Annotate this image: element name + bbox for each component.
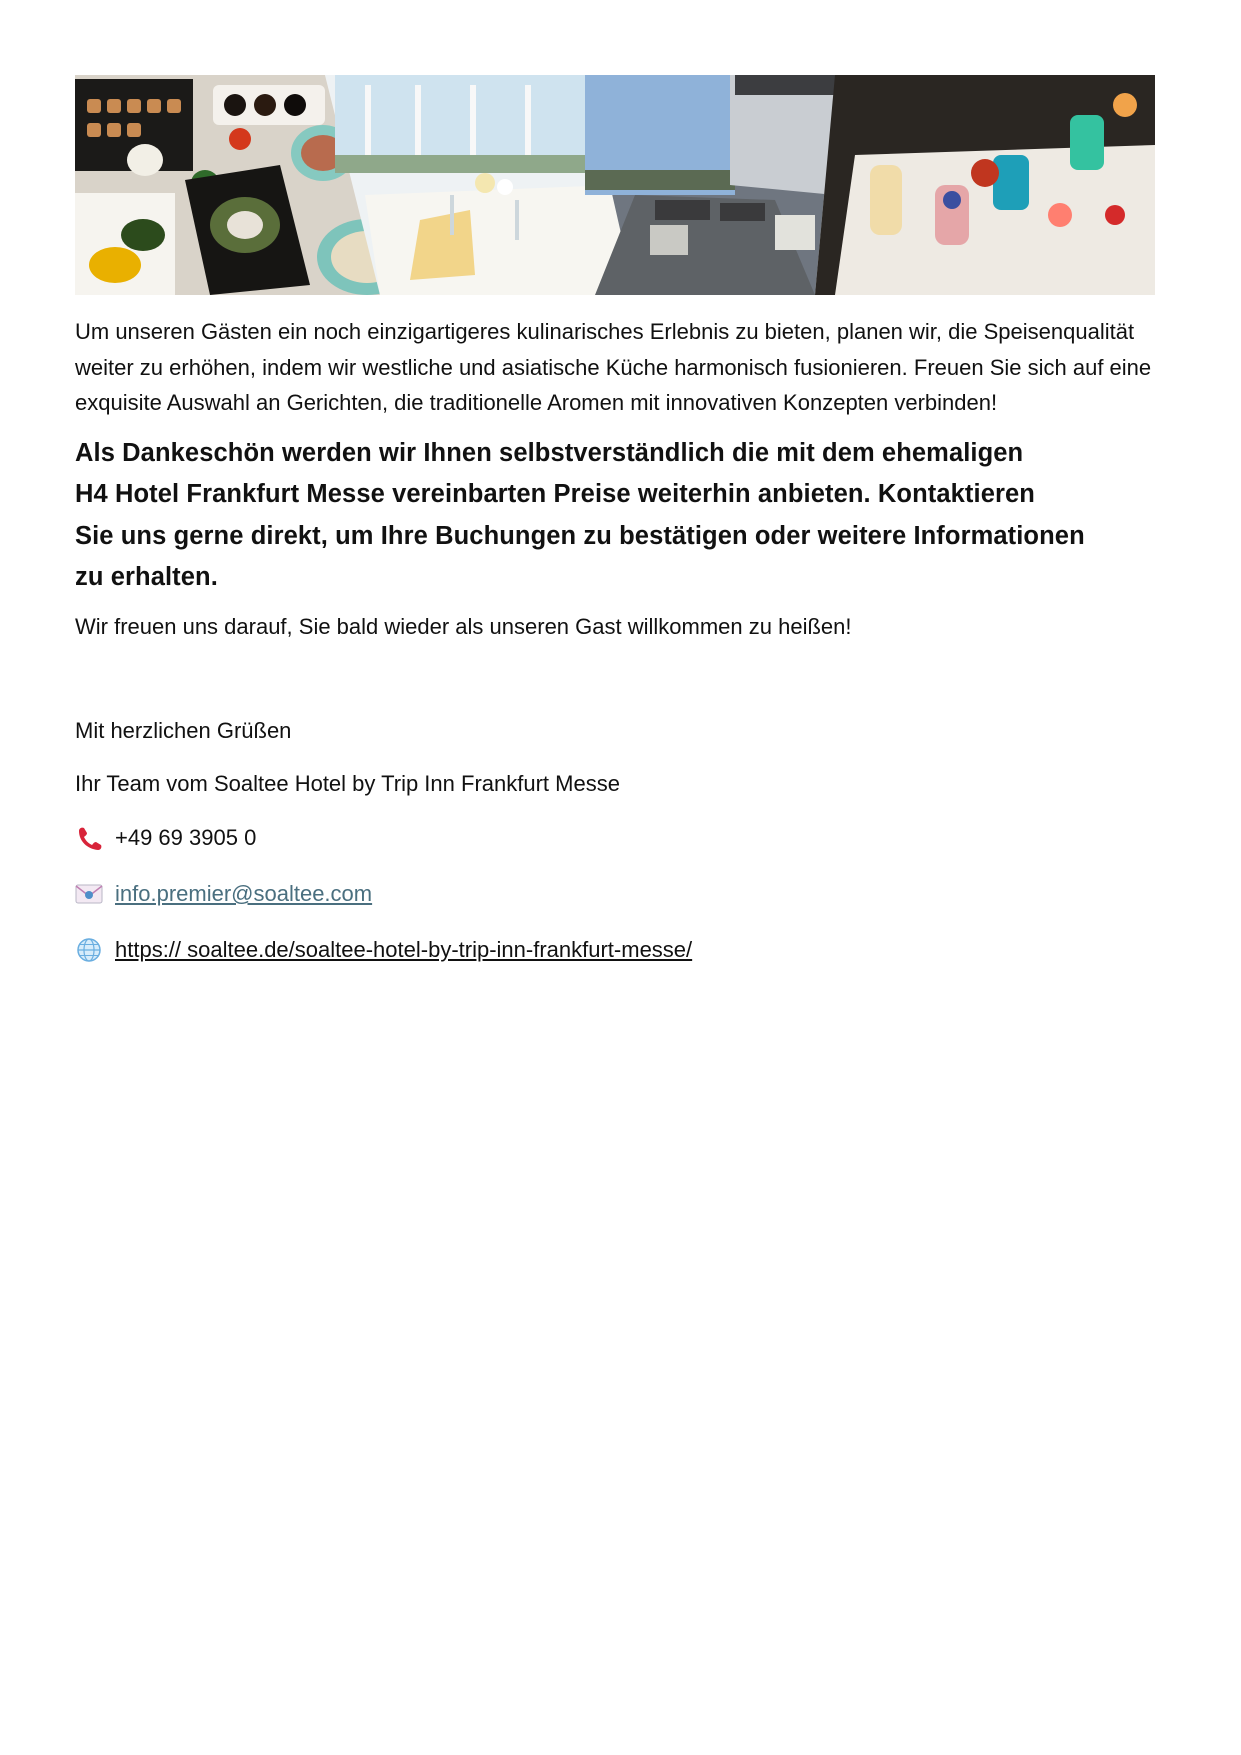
highlight-line: H4 Hotel Frankfurt Messe vereinbarten Preise weiterhin anbieten. Kontaktieren (75, 480, 1035, 508)
intro-paragraph: Um unseren Gästen ein noch einzigartigeres kulinarisches Erlebnis zu bieten, planen wir, die Speisenqualität weiter zu erhöhen, indem wir westliche und asiatische Küche harmonisch fusionieren. Freuen Sie sich auf eine exquisite Auswahl an Gerichten, die traditionelle Aromen mit innovativen Konzepten verbinden! (75, 319, 1152, 415)
website-contact (75, 932, 1170, 968)
envelope-icon (75, 880, 103, 908)
email-contact (75, 876, 1170, 912)
phone-contact (75, 820, 1170, 856)
hotel-banner-image (75, 75, 1155, 295)
highlight-line: zu erhalten. (75, 563, 218, 591)
closing-greeting: Mit herzlichen Grüßen (75, 718, 292, 743)
price-highlight-paragraph (75, 433, 1170, 599)
team-signature: Ihr Team vom Soaltee Hotel by Trip Inn Frankfurt Messe (75, 770, 620, 796)
highlight-line: Als Dankeschön werden wir Ihnen selbstverständlich die mit dem ehemaligen (75, 438, 1024, 467)
terrace-photo (585, 75, 835, 295)
document-page (75, 75, 1170, 968)
highlight-line: Sie uns gerne direkt, um Ihre Buchungen zu bestätigen oder weitere Informationen (75, 521, 1085, 550)
phone-number[interactable]: +49 69 3905 0 (115, 825, 257, 850)
welcome-paragraph: Wir freuen uns darauf, Sie bald wieder als unseren Gast willkommen zu heißen! (75, 613, 852, 639)
cocktails-photo (815, 75, 1155, 295)
telephone-icon (75, 824, 103, 852)
email-link[interactable]: info.premier@soaltee.com (115, 881, 373, 906)
website-link[interactable]: https:// soaltee.de/soaltee-hotel-by-trip-inn-frankfurt-messe/ (115, 937, 693, 962)
globe-icon (75, 936, 103, 964)
